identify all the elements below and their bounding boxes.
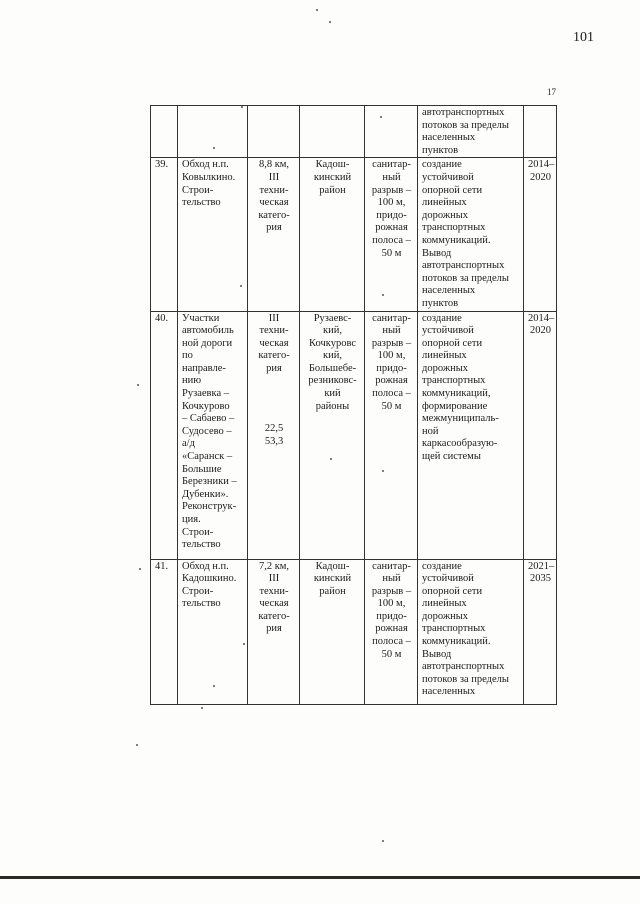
table-row [151, 559, 557, 704]
project-name: Обход н.п. Кадошкино. Строи- тельство [178, 559, 248, 704]
road-length-category: 7,2 км, III техни- ческая катего- рия [248, 559, 300, 704]
road-category: III техни- ческая катего- рия [258, 312, 290, 374]
scan-speck [213, 685, 215, 687]
district [300, 106, 365, 158]
implementation-years: 2021– 2035 [524, 559, 557, 704]
project-name: Участки автомобиль ной дороги по направле- нию Рузаевка – Кочкурово – Сабаево – Судосево – а/д «Саранск – Большие Березники – Дубенки». Реконструк- ция. Строи- тельство [178, 311, 248, 559]
scan-speck [241, 106, 243, 108]
implementation-years [524, 106, 557, 158]
scan-speck [137, 384, 139, 386]
project-purpose: создание устойчивой опорной сети линейных дорожных транспортных коммуникаций, формирование межмуниципаль- ной каркасообразую- щей системы [418, 311, 524, 559]
road-length-category [248, 311, 300, 559]
implementation-years: 2014– 2020 [524, 158, 557, 311]
scan-speck [382, 294, 384, 296]
road-length-category: 8,8 км, III техни- ческая катего- рия [248, 158, 300, 311]
scan-speck [316, 9, 318, 11]
road-length-category [248, 106, 300, 158]
table-row [151, 158, 557, 311]
scan-speck [201, 707, 203, 709]
project-purpose: автотранспортных потоков за пределы населенных пунктов [418, 106, 524, 158]
road-projects-table [150, 105, 557, 705]
scan-speck [243, 643, 245, 645]
spacer [252, 375, 296, 423]
district: Рузаевс- кий, Кочкуровс кий, Большебе- резниковс- кий районы [300, 311, 365, 559]
scan-speck [382, 470, 384, 472]
table-row [151, 311, 557, 559]
row-number: 39. [151, 158, 178, 311]
scan-speck [329, 21, 331, 23]
protection-zone: санитар- ный разрыв – 100 м, придо- рожная полоса – 50 м [365, 158, 418, 311]
row-number: 41. [151, 559, 178, 704]
protection-zone [365, 106, 418, 158]
scan-bottom-edge [0, 876, 640, 879]
district: Кадош- кинский район [300, 559, 365, 704]
project-purpose: создание устойчивой опорной сети линейных дорожных транспортных коммуникаций. Вывод автотранспортных потоков за пределы населенных пунктов [418, 158, 524, 311]
scan-speck [136, 744, 138, 746]
protection-zone: санитар- ный разрыв – 100 м, придо- рожная полоса – 50 м [365, 559, 418, 704]
project-name: Обход н.п. Ковылкино. Строи- тельство [178, 158, 248, 311]
page-number: 101 [573, 30, 594, 45]
page-number-small: 17 [547, 87, 556, 97]
row-number: 40. [151, 311, 178, 559]
district: Кадош- кинский район [300, 158, 365, 311]
scan-speck [330, 458, 332, 460]
scan-speck [139, 568, 141, 570]
project-purpose: создание устойчивой опорной сети линейных дорожных транспортных коммуникаций. Вывод автотранспортных потоков за пределы населенных [418, 559, 524, 704]
implementation-years: 2014– 2020 [524, 311, 557, 559]
scan-speck [380, 116, 382, 118]
protection-zone: санитар- ный разрыв – 100 м, придо- рожная полоса – 50 м [365, 311, 418, 559]
row-number [151, 106, 178, 158]
road-segment-lengths: 22,5 53,3 [264, 423, 284, 448]
scan-speck [240, 285, 242, 287]
scan-speck [213, 147, 215, 149]
scan-speck [382, 840, 384, 842]
table-row [151, 106, 557, 158]
project-name [178, 106, 248, 158]
